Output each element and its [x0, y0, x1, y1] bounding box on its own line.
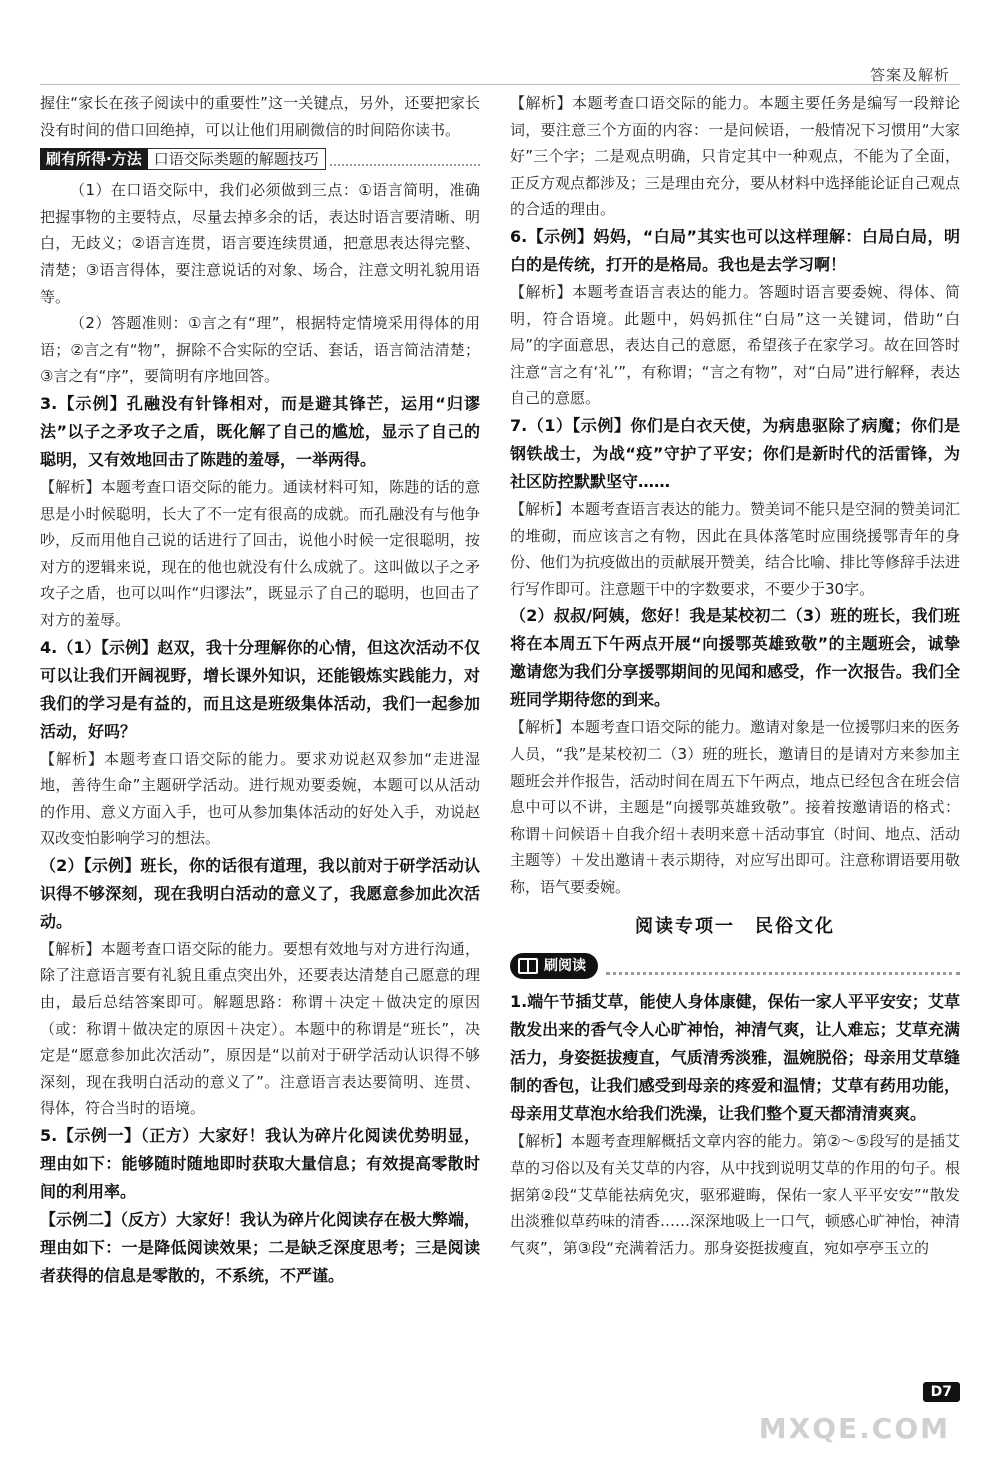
dotted-rule	[330, 152, 480, 166]
answer-paragraph: 4.（1）【示例】赵双，我十分理解你的心情，但这次活动不仅可以让我们开阔视野，增长课外知识，还能锻炼实践能力，对我们的学习是有益的，而且这是班级集体活动，我们一起参加活动，好吗？	[40, 637, 480, 741]
watermark: MXQE.COM	[758, 1412, 950, 1445]
left-column	[40, 90, 480, 1290]
explanation-paragraph: 【解析】本题考查口语交际的能力。邀请对象是一位援鄂归来的医务人员，“我”是某校初二（3）班的班长，邀请目的是请对方来参加主题班会并作报告，活动时间在周五下午两点，地点已经包含在班会信息中可以不讲，主题是“向援鄂英雄致敬”。接着按邀请语的格式：称谓＋问候语＋自我介绍＋表明来意＋活动事宜（时间、地点、活动主题等）＋发出邀请＋表示期待，对应写出即可。注意称谓语要用敬称，语气要委婉。	[510, 718, 961, 896]
answer-paragraph: 6.【示例】妈妈，“白局”其实也可以这样理解：白局白局，明白的是传统，打开的是格局。我也是去学习啊！	[510, 226, 960, 274]
page-number: D7	[923, 1382, 960, 1402]
explanation-paragraph: （2）答题准则：①言之有“理”，根据特定情境采用得体的用语；②言之有“物”，摒除不合实际的空话、套话，语言简洁清楚；③言之有“序”，要简明有序地回答。	[40, 314, 480, 386]
answer-paragraph: （2）【示例】班长，你的话很有道理，我以前对于研学活动认识得不够深刻，现在我明白活动的意义了，我愿意参加此次活动。	[40, 855, 480, 931]
method-title: 口语交际类题的解题技巧	[148, 148, 326, 170]
right-column	[510, 90, 960, 1261]
explanation-paragraph: 【解析】本题考查语言表达的能力。答题时语言要委婉、得体、简明，符合语境。此题中，妈妈抓住“白局”这一关键词，借助“白局”的字面意思，表达自己的意愿，希望孩子在家学习。故在回答时注意“言之有‘礼’”，有称谓；“言之有物”，对“白局”进行解释，表达自己的意愿。	[510, 282, 960, 408]
explanation-paragraph: 【解析】本题考查理解概括文章内容的能力。第②～⑤段写的是插艾草的习俗以及有关艾草的内容，从中找到说明艾草的作用的句子。根据第②段“艾草能祛病免灾，驱邪避晦，保佑一家人平平安安”“散发出淡雅似草药味的清香……深深地吸上一口气，顿感心旷神怡，神清气爽”，第③段“充满着活力。那身姿挺拔瘦直，宛如亭亭玉立的	[510, 1132, 961, 1257]
explanation-paragraph: 【解析】本题考查口语交际的能力。通读材料可知，陈韪的话的意思是小时候聪明，长大了不一定有很高的成就。而孔融没有与他争吵，反而用他自己说的话进行了回击，说他小时候一定很聪明，按对方的逻辑来说，现在的他也就没有什么成就了。这叫做以子之矛攻子之盾，也可以叫作“归谬法”，既显示了自己的聪明，也回击了对方的羞辱。	[40, 477, 480, 629]
answer-paragraph: 5.【示例一】（正方）大家好！我认为碎片化阅读优势明显，理由如下：能够随时随地即时获取大量信息；有效提高零散时间的利用率。	[40, 1126, 480, 1202]
header-label: 答案及解析	[869, 66, 950, 84]
dotted-rule	[606, 958, 960, 975]
explanation-paragraph: 【解析】本题考查口语交际的能力。要想有效地与对方进行沟通，除了注意语言要有礼貌且重点突出外，还要表达清楚自己愿意的理由，最后总结答案即可。解题思路：称谓＋决定＋做决定的原因（或：称谓＋做决定的原因＋决定）。本题中的称谓是“班长”，决定是“愿意参加此次活动”，原因是“以前对于研学活动认识得不够深刻，现在我明白活动的意义了”。注意语言表达要简明、连贯、得体，符合当时的语境。	[40, 939, 480, 1118]
answer-paragraph: 【示例二】（反方）大家好！我认为碎片化阅读存在极大弊端，理由如下：一是降低阅读效果；二是缺乏深度思考；三是阅读者获得的信息是零散的，不系统，不严谨。	[40, 1210, 481, 1286]
reading-badge-label: 刷阅读	[544, 958, 586, 975]
answer-paragraph: 1.端午节插艾草，能使人身体康健，保佑一家人平平安安；艾草散发出来的香气令人心旷神怡，神清气爽，让人难忘；艾草充满活力，身姿挺拔瘦直，气质清秀淡雅，温婉脱俗；母亲用艾草缝制的香包，让我们感受到母亲的疼爱和温情；艾草有药用功能，母亲用艾草泡水给我们洗澡，让我们整个夏天都清清爽爽。	[510, 992, 960, 1124]
answer-paragraph: （2）叔叔/阿姨，您好！我是某校初二（3）班的班长，我们班将在本周五下午两点开展“向援鄂英雄致敬”的主题班会，诚挚邀请您为我们分享援鄂期间的见闻和感受，作一次报告。我们全班同学期待您的到来。	[510, 606, 960, 710]
answer-paragraph: 7.（1）【示例】你们是白衣天使，为病患驱除了病魔；你们是钢铁战士，为战“疫”守护了平安；你们是新时代的活雷锋，为社区防控默默坚守……	[510, 415, 960, 491]
header-rule	[40, 84, 960, 85]
answer-paragraph: 3.【示例】孔融没有针锋相对，而是避其锋芒，运用“归谬法”以子之矛攻子之盾，既化解了自己的尴尬，显示了自己的聪明，又有效地回击了陈韪的羞辱，一举两得。	[40, 393, 480, 469]
explanation-paragraph: 握住“家长在孩子阅读中的重要性”这一关键点，另外，还要把家长没有时间的借口回绝掉，可以让他们用刷微信的时间陪你读书。	[40, 94, 480, 139]
section-title: 阅读专项一 民俗文化	[635, 916, 835, 938]
explanation-paragraph: 【解析】本题考查口语交际的能力。本题主要任务是编写一段辩论词，要注意三个方面的内容：一是问候语，一般情况下习惯用“大家好”三个字；二是观点明确，只肯定其中一种观点，不能为了全面，正反方观点都涉及；三是理由充分，要从材料中选择能论证自己观点的合适的理由。	[510, 94, 961, 219]
explanation-paragraph: 【解析】本题考查口语交际的能力。要求劝说赵双参加“走进湿地，善待生命”主题研学活动。进行规劝要委婉，本题可以从活动的作用、意义方面入手，也可从参加集体活动的好处入手，劝说赵双改变怕影响学习的想法。	[40, 749, 480, 848]
method-tag: 刷有所得·方法	[40, 148, 148, 170]
explanation-paragraph: 【解析】本题考查语言表达的能力。赞美词不能只是空洞的赞美词汇的堆砌，而应该言之有物，因此在具体落笔时应围绕援鄂青年的身份、他们为抗疫做出的贡献展开赞美，结合比喻、排比等修辞手法进行写作即可。注意题干中的字数要求，不要少于30字。	[510, 499, 961, 598]
book-icon	[518, 958, 538, 974]
explanation-paragraph: （1）在口语交际中，我们必须做到三点：①语言简明，准确把握事物的主要特点，尽量去掉多余的话，表达时语言要清晰、明白，无歧义；②语言连贯，语言要连续贯通，把意思表达得完整、清楚；③语言得体，要注意说话的对象、场合，注意文明礼貌用语等。	[40, 181, 480, 306]
reading-badge	[510, 953, 598, 979]
reading-banner	[510, 948, 960, 984]
method-heading	[40, 147, 480, 171]
